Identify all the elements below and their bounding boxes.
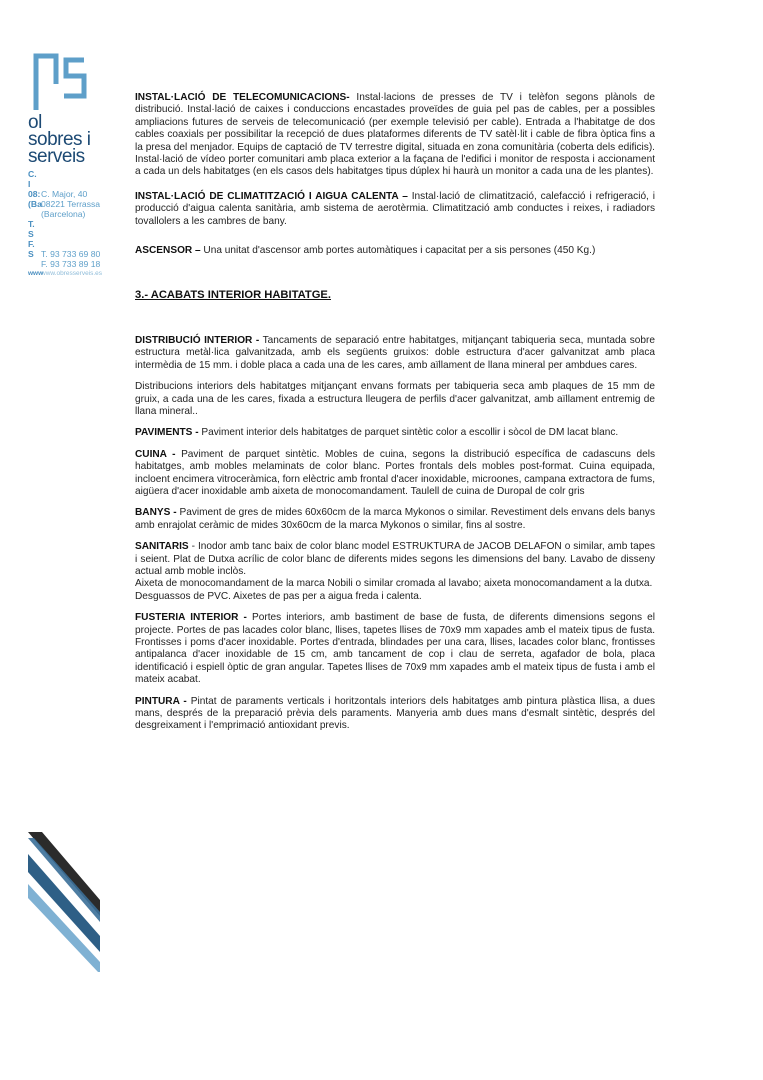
contact-prefix1: 08:: [28, 189, 41, 199]
section-text: Una unitat d'ascensor amb portes automàtiques i capacitat per a sis persones (450 Kg.): [200, 245, 596, 257]
logo-text-serveis: serveis: [28, 146, 85, 167]
contact-address-region: (Barcelona): [41, 209, 86, 219]
section-title: PINTURA -: [135, 695, 187, 707]
contact-prefix2: (Ba: [28, 199, 42, 209]
section-title: BANYS -: [135, 507, 177, 519]
section-title: INSTAL·LACIÓ DE CLIMATITZACIÓ I AIGUA CALENTA –: [135, 190, 408, 202]
section-text: Tancaments de separació entre habitatges, mitjançant tabiqueria seca, muntada sobre estructura metàl·lica galvanitzada, amb els següents gruixos: doble estructura d'acer galvanitzat amb placa intermèdia de 15 mm. i doble placa a cada una de les cares, amb aïllament de llana mineral per ambdues cares.: [135, 334, 655, 371]
section-text: Paviment de gres de mides 60x60cm de la marca Mykonos o similar. Revestiment dels envans dels banys amb enrajolat ceràmic de mides 30x60cm de la marca Mykonos o similar, fins al sostre.: [135, 507, 655, 531]
section-title: ASCENSOR –: [135, 245, 201, 257]
section-text: Instal·lació de climatització, calefacció i refrigeració, i producció d'aigua calenta sanitària, amb sistema de aerotèrmia. Climatització amb conductes i reixes, i radiadors tovallolers a les cambres de bany.: [135, 190, 655, 227]
contact-phone: T. 93 733 69 80: [41, 249, 101, 259]
section-text: Paviment de parquet sintètic. Mobles de cuina, segons la distribució específica de cadascuns dels habitatges, amb mobles melaminats de color blanc. Portes frontals dels mobles post-format. Cuina equipada, incloent encimera vitroceràmica, forn elèctric amb frontal d'acer inoxidable, microones, campana extractora de fums, aigüera d'acer inoxidable amb aixeta de monocomandament. Taulell de cuina de Duropal de colr gris: [135, 448, 655, 497]
section-text: - Inodor amb tanc baix de color blanc model ESTRUKTURA de JACOB DELAFON o similar, amb tapes i seient. Plat de Dutxa acrílic de color blanc de diferents mides segons les dimensions del bany. Lavabo de disseny actual amb moble inclòs.: [135, 541, 655, 577]
logo-contact: [28, 169, 118, 279]
chapter-title: 3.- ACABATS INTERIOR HABITATGE.: [135, 289, 331, 302]
section-title: CUINA -: [135, 448, 176, 460]
company-logo: [28, 50, 118, 279]
section-sanitaris-para2: Aixeta de monocomandament de la marca Nobili o similar cromada al lavabo; aixeta monocomandament a la dutxa.: [135, 578, 653, 590]
section-fusteria: [135, 612, 655, 686]
section-title: INSTAL·LACIÓ DE TELECOMUNICACIONS-: [135, 92, 350, 103]
section-text: Paviment interior dels habitatges de parquet sintètic color a escollir i sòcol de DM lacat blanc.: [198, 427, 619, 439]
section-sanitaris-para3: Desguassos de PVC. Aixetes de pas per a aigua freda i calenta.: [135, 590, 422, 602]
section-paviments: [135, 427, 655, 439]
contact-fax: F. 93 733 89 18: [41, 259, 101, 269]
section-title: DISTRIBUCIÓ INTERIOR -: [135, 334, 260, 346]
section-ascensor: [135, 245, 655, 257]
section-title: SANITARIS: [135, 541, 189, 553]
section-text: Instal·lacions de presses de TV i telèfon segons plànols de distribució. Instal·lació de caixes i conduccions encastades proveïdes de guia pel pas de cables, per a possibles ampliacions futures de serveis de telecomunicació (per exemple televisió per cable). Entrada a l'habitatge de dos cables coaxials per possibilitar la recepció de dues plataformes diferents de TV satèl·lit i cable de fibra òptica fins a la presa del menjador. Equips de captació de TV terrestre digital, situada en zona comunitària (coberta dels edificis). Instal·lació de vídeo porter comunitari amb placa exterior a la façana de l'edifici i monitor de resposta i accionament a cada un dels habitatges (en els casos dels habitatges tipus dúplex hi haurà un monitor a cada una de les plantes).: [135, 92, 655, 178]
logo-text-obres: sobres i: [28, 129, 91, 150]
section-sanitaris: [135, 541, 655, 578]
section-text: Portes interiors, amb bastiment de base de fusta, de diferents dimensions segons el projecte. Portes de pas lacades color blanc, llises, tapetes llises de 70x9 mm xapades amb el mateix tipus de fusta. Frontisses i poms d'acer inoxidable. Portes d'entrada, blindades per una cara, llises, lacades color blanc, frontisses antipalanca d'acer inoxidable de 15 cm, amb tancament de cop i clau de serreta, agafador de bola, placa identificació i espiell òptic de gran angular. Tapetes llises de 70x9 mm xapades amb el mateix tipus de fusta i amb el mateix acabat.: [135, 612, 655, 686]
document-body: [135, 92, 655, 733]
section-pintura: [135, 696, 655, 733]
section-cuina: [135, 449, 655, 499]
section-climatitzacio: [135, 191, 655, 228]
contact-web-label: www: [28, 270, 44, 277]
section-heading-3: [135, 289, 655, 302]
section-telecom: [135, 92, 655, 179]
contact-address-street: C. Major, 40: [41, 189, 88, 199]
logo-text-ol: ol: [28, 112, 42, 133]
decorative-stripes-icon: [28, 832, 100, 972]
section-distribucio: [135, 335, 655, 372]
contact-web: www.obresserveis.es: [41, 270, 103, 277]
contact-f-label: F. S: [28, 239, 35, 259]
section-title: PAVIMENTS -: [135, 427, 199, 439]
section-title: FUSTERIA INTERIOR -: [135, 612, 247, 624]
sidebar: [0, 0, 125, 1080]
section-banys: [135, 507, 655, 532]
contact-address-city: 08221 Terrassa: [41, 199, 101, 209]
logo-mark-icon: [28, 50, 90, 112]
contact-t-label: T. S: [28, 219, 35, 239]
section-distribucio-para2: Distribucions interiors dels habitatges mitjançant envans formats per tabiqueria seca amb plaques de 15 mm de gruix, a cada una de les cares, fixada a estructura lleugera de perfils d'acer galvanitzat, amb aïllament entremig de llana mineral..: [135, 381, 655, 417]
contact-c-label: C. I: [28, 169, 37, 189]
section-text: Pintat de paraments verticals i horitzontals interiors dels habitatges amb pintura plàstica llisa, a dues mans, després de la preparació prèvia dels paraments. Manyeria amb dues mans d'esmalt sintètic, després del desgreixament i l'emprimació antioxidant previs.: [135, 695, 655, 732]
